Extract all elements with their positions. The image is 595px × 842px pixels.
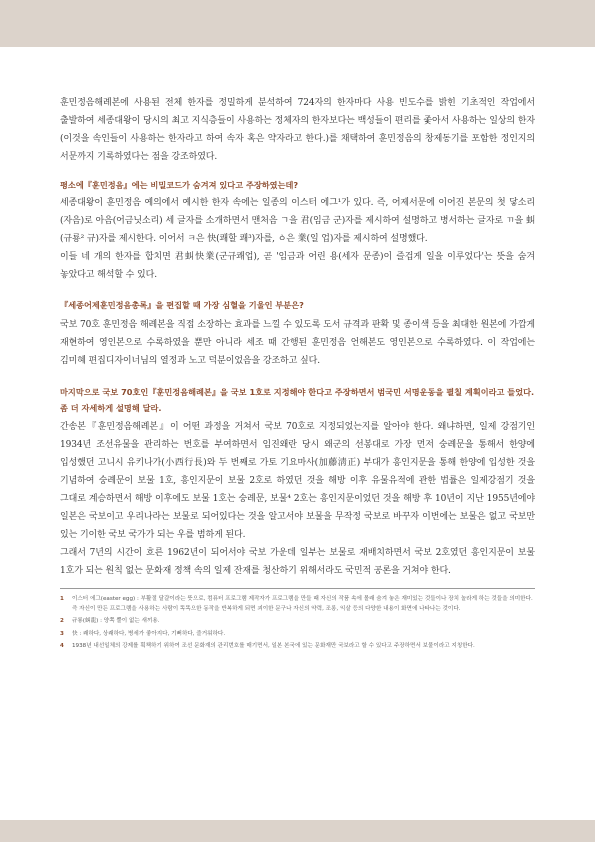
answer-paragraph: 그래서 7년의 시간이 흐른 1962년이 되어서야 국보 가운데 일부는 보물로 재배치하면서 국보 2호였던 흥인지문이 보물 1호가 되는 원칙 없는 문화재 정책 속의 일제 잔재를 청산하기 위해서라도 국민적 공론을 거쳐야 한다. [60, 548, 535, 576]
footnote-text: 이스터 에그(easter egg) : 부활절 달걀이라는 뜻으로, 컴퓨터 프로그램 제작자가 프로그램을 만들 때 자신의 작품 속에 몰래 숨겨 놓은 재미있는 것들이나 장치 놀라게 하는 것들을 의미한다. 즉 자신이 만든 프로그램을 사용하는 사람이 똑똑으한 동작을 반복하게 되면 괴이한 문구나 자신의 약력, 조롱, 익살 등의 다양한 내용이 화면에 나타나는 것이다. [72, 596, 533, 612]
qa-section-1 [60, 178, 535, 284]
footnotes [60, 588, 535, 652]
qa-section-3 [60, 384, 535, 580]
footnote [60, 595, 535, 614]
top-decorative-band [0, 0, 595, 47]
footnote-text: 규룡(虯龍) : 양쪽 뿔이 없는 새끼용. [72, 618, 160, 624]
footnote-number: 2 [60, 618, 64, 624]
footnote [60, 642, 535, 652]
footnote-number: 4 [60, 643, 64, 649]
question-heading: 『세종어제훈민정음총록』을 편집할 때 가장 심혈을 기울인 부분은? [60, 300, 304, 310]
footnote [60, 617, 535, 627]
article-content [60, 94, 535, 655]
footnote-number: 1 [60, 596, 64, 602]
answer-paragraph: 국보 70호 훈민정음 해례본을 직접 소장하는 효과를 느낄 수 있도록 도서 규격과 판확 및 종이색 등을 최대한 원본에 가깝게 재현하여 영인본으로 수록하였을 뿐만 아니라 세조 때 간행된 훈민정음 언해본도 영인본으로 수록하였다. 이 작업에는 김미혜 편집디자이너님의 열정과 노고 덕분이었음을 강조하고 싶다. [60, 320, 535, 366]
answer-paragraph: 이들 네 개의 한자를 합치면 君虯快業(군규쾌업), 곧 '임금과 어린 용(세자 문종)이 즐겁게 일을 이루었다'는 뜻을 숨겨 놓았다고 해석할 수 있다. [60, 252, 535, 280]
qa-section-2 [60, 298, 535, 370]
footnote-number: 3 [60, 630, 64, 637]
question-heading: 평소에『훈민정음』에는 비밀코드가 숨겨져 있다고 주장하였는데? [60, 180, 299, 190]
footnote-text: 1938년 내선일체의 강제를 획책하기 위하여 조선 문화재의 관리번호를 매기면서, 일본 본국에 있는 문화재만 국보라고 할 수 있다고 주장하면서 보물이라고 지칭한다. [72, 643, 475, 649]
question-heading: 마지막으로 국보 70호인『훈민정음해례본』을 국보 1호로 지정해야 한다고 주장하면서 범국민 서명운동을 펼칠 계획이라고 들었다. 좀 더 자세하게 설명해 달라. [60, 387, 535, 413]
footnote [60, 630, 535, 640]
answer-paragraph: 간송본『훈민정음해례본』이 어떤 과정을 거쳐서 국보 70호로 지정되었는지를 알아야 한다. 왜냐하면, 일제 강점기인 1934년 조선유물을 관리하는 번호를 부여하면서 임진왜란 당시 왜군의 선봉대로 가장 먼저 숭례문을 통해서 한양에 입성했던 고니시 유키나가(小西行長)와 두 번째로 가토 기요마사(加藤淸正) 부대가 흥인지문을 통해 한양에 입성한 것을 기념하여 숭례문이 보물 1호, 흥인지문이 보물 2호로 하였던 것을 해방 이후 유물유적에 관한 법률은 일제강점기 것을 그대로 계승하면서 해방 이후에도 보물 1호는 숭례문, 보물⁴ 2호는 흥인지문이었던 것을 해방 후 10년이 지난 1955년에야 일본은 국보이고 우리나라는 보물로 되어있다는 것을 알고서야 보물을 무작정 국보로 바꾸자 이번에는 보물은 없고 국보만 있는 기이한 국보 국가가 되는 우를 범하게 된다. [60, 422, 535, 540]
bottom-decorative-band [0, 820, 595, 842]
intro-paragraph: 훈민정음해례본에 사용된 전체 한자를 정밀하게 분석하여 724자의 한자마다 사용 빈도수를 밝힌 기초적인 작업에서 출발하여 세종대왕이 당시의 최고 지식층들이 사용하는 정체자의 한자보다는 백성들이 편리를 좇아서 사용하는 일상의 한자(이것을 속인들이 사용하는 한자라고 하여 속자 혹은 약자라고 한다.)를 채택하여 훈민정음의 창제동기를 포함한 정인지의 서문까지 기록하였다는 점을 강조하였다. [60, 98, 535, 162]
footnote-text: 快 : 쾌하다, 상쾌하다, 병세가 좋아지다, 기뻐하다, 즐거워하다. [72, 630, 226, 637]
answer-paragraph: 세종대왕이 훈민정음 예의에서 예시한 한자 속에는 일종의 이스터 에그¹가 있다. 즉, 어제서문에 이어진 본문의 첫 닿소리(자음)로 아음(어금닛소리) 세 글자를 소개하면서 맨처음 ㄱ을 君(임금 군)자를 제시하여 설명하고 병서하는 글자로 ㄲ을 虯(규룡² 규)자를 제시한다. 이어서 ㅋ은 快(쾌할 쾌³)자를, ㆁ은 業(일 업)자를 제시하여 설명했다. [60, 198, 535, 244]
